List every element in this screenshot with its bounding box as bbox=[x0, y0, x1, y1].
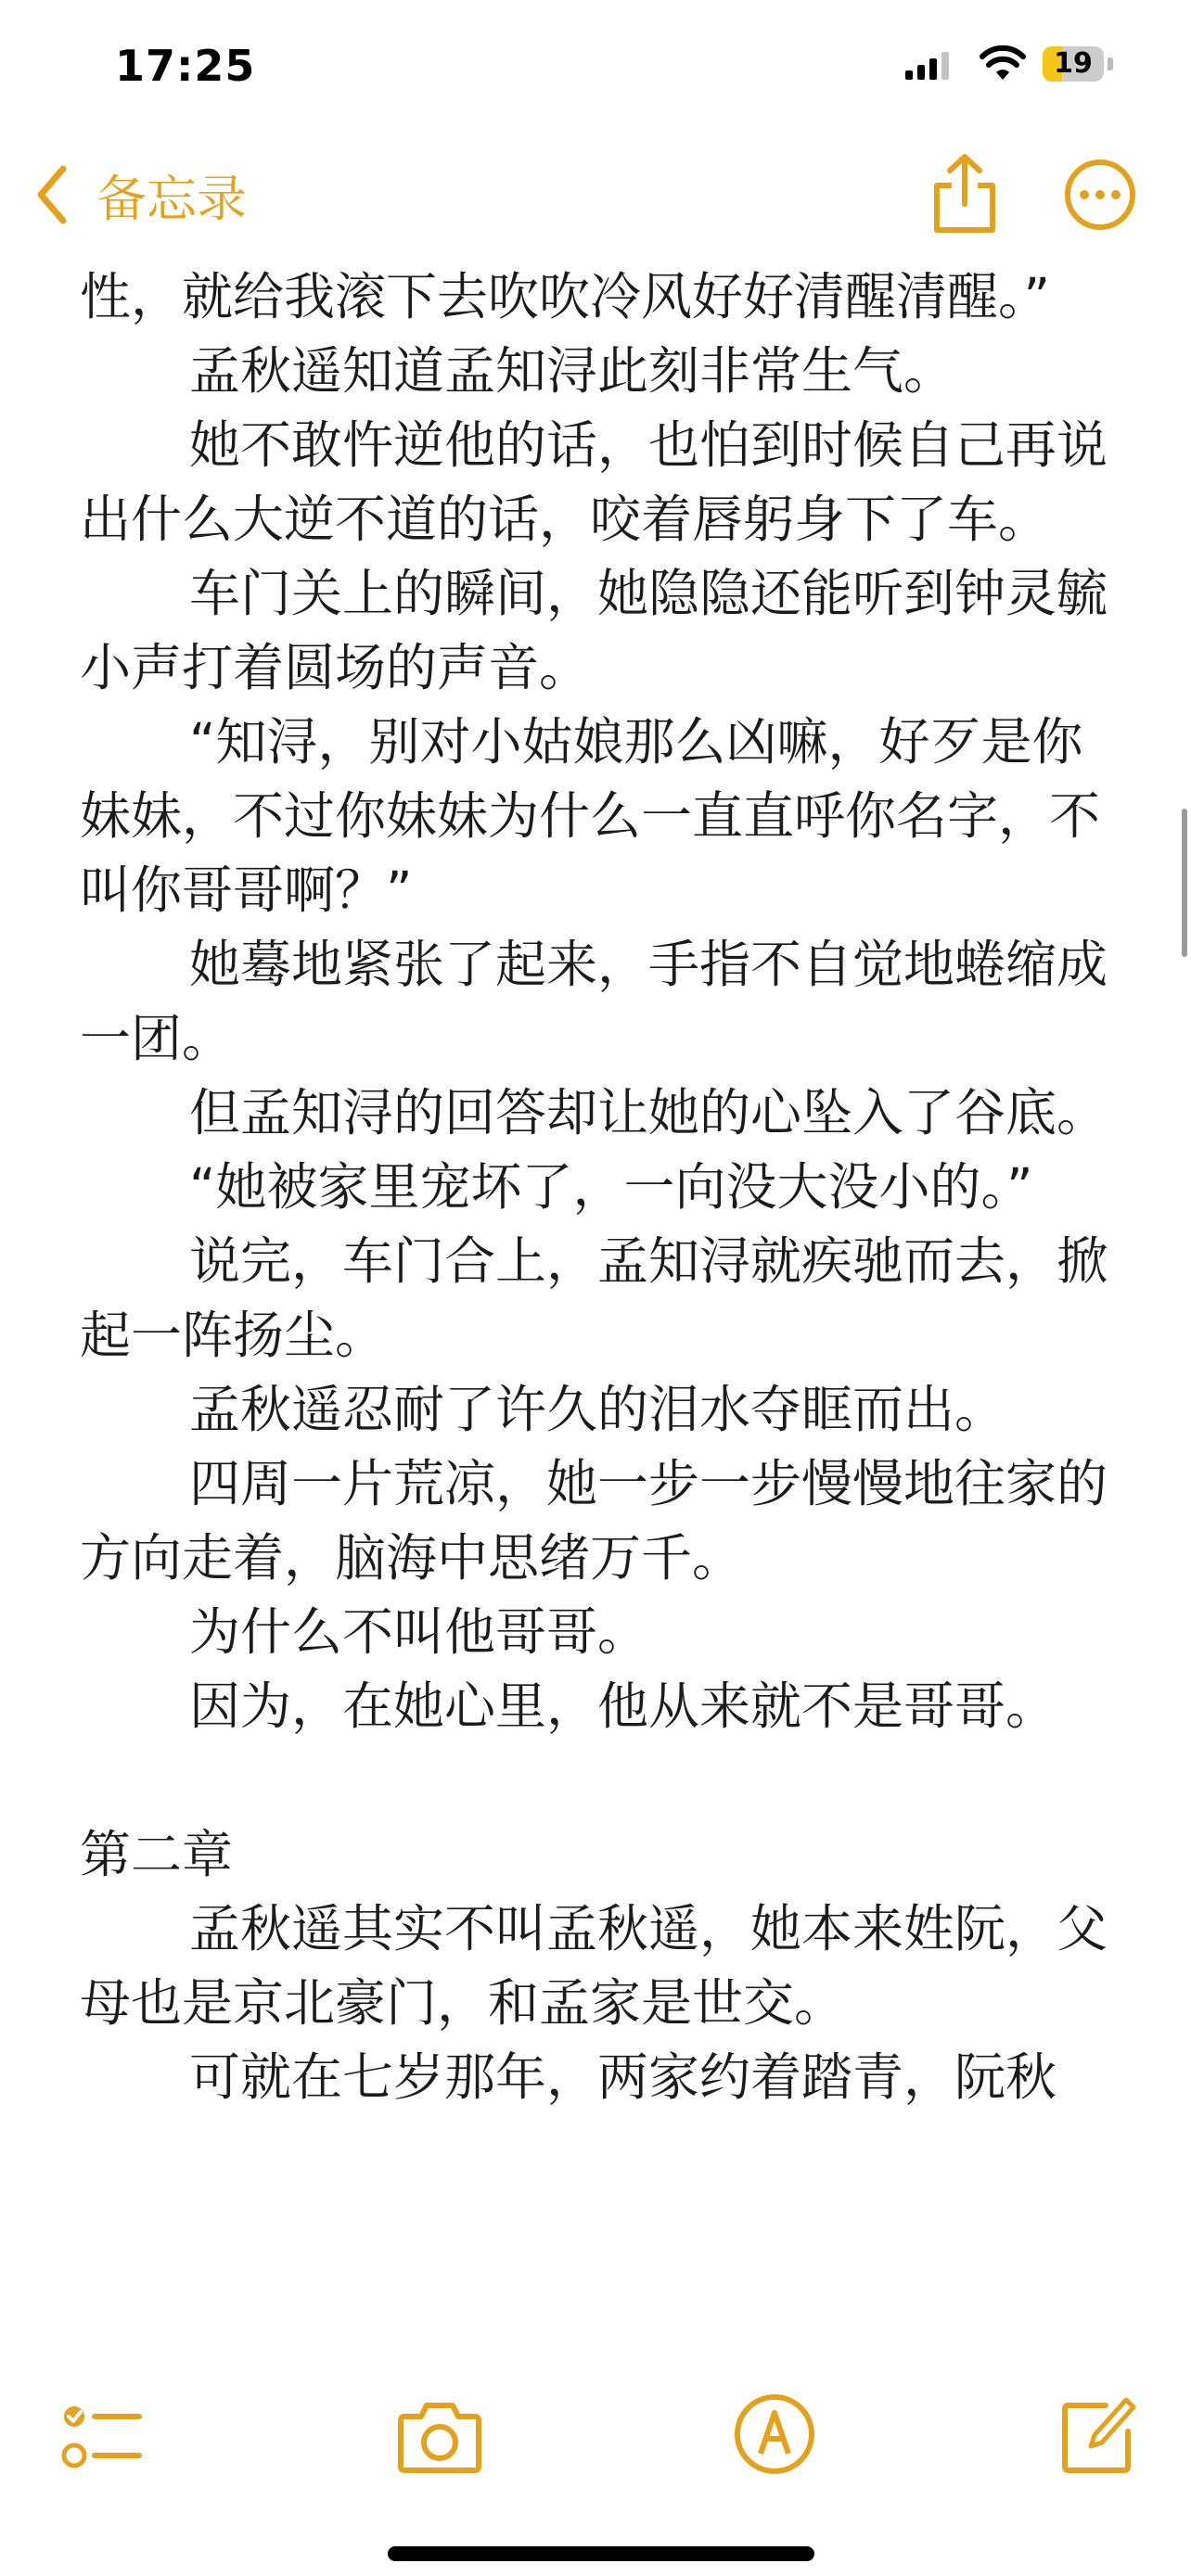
camera-icon[interactable] bbox=[397, 2396, 482, 2476]
home-indicator[interactable] bbox=[388, 2546, 814, 2561]
note-paragraph: 因为，在她心里，他从来就不是哥哥。 bbox=[189, 1677, 1057, 1736]
note-paragraph: 孟秋遥忍耐了许久的泪水夺眶而出。 bbox=[189, 1380, 1006, 1439]
note-paragraph: 说完，车门合上，孟知浔就疾驰而去，掀起一阵扬尘。 bbox=[80, 1231, 1108, 1365]
note-paragraph: 孟秋遥其实不叫孟秋遥，她本来姓阮，父母也是京北豪门，和孟家是世交。 bbox=[80, 1899, 1108, 2033]
chevron-left-icon bbox=[33, 163, 69, 226]
markup-pen-icon[interactable] bbox=[733, 2392, 816, 2476]
note-paragraph: 但孟知浔的回答却让她的心坠入了谷底。 bbox=[189, 1083, 1108, 1142]
note-paragraph: “知浔，别对小姑娘那么凶嘛，好歹是你妹妹，不过你妹妹为什么一直直呼你名字，不叫你哥哥啊？” bbox=[80, 712, 1101, 920]
scrollbar[interactable] bbox=[1182, 809, 1187, 957]
compose-icon[interactable] bbox=[1059, 2389, 1137, 2476]
note-paragraph: 四周一片荒凉，她一步一步慢慢地往家的方向走着，脑海中思绪万千。 bbox=[80, 1454, 1108, 1588]
note-paragraph: 性，就给我滚下去吹吹冷风好好清醒清醒。” bbox=[80, 267, 1050, 326]
battery-level: 19 bbox=[1054, 47, 1093, 80]
back-label: 备忘录 bbox=[96, 169, 247, 228]
chapter-heading: 第二章 bbox=[80, 1825, 234, 1884]
note-paragraph: 为什么不叫他哥哥。 bbox=[189, 1602, 649, 1662]
battery-indicator bbox=[1043, 46, 1115, 82]
status-bar bbox=[0, 0, 1191, 139]
note-paragraph: 孟秋遥知道孟知浔此刻非常生气。 bbox=[189, 341, 955, 401]
more-ellipsis-icon[interactable] bbox=[1063, 158, 1137, 232]
note-paragraph: “她被家里宠坏了，一向没大没小的。” bbox=[189, 1157, 1033, 1217]
cellular-signal-icon bbox=[905, 52, 950, 80]
share-icon[interactable] bbox=[928, 152, 1002, 236]
note-paragraph: 车门关上的瞬间，她隐隐还能听到钟灵毓小声打着圆场的声音。 bbox=[80, 564, 1108, 697]
back-button[interactable] bbox=[33, 158, 247, 232]
checklist-icon[interactable] bbox=[61, 2396, 145, 2480]
note-body[interactable] bbox=[80, 260, 1119, 2114]
nav-bar bbox=[0, 139, 1191, 260]
note-paragraph: 她不敢忤逆他的话，也怕到时候自己再说出什么大逆不道的话，咬着唇躬身下了车。 bbox=[80, 415, 1108, 549]
wifi-icon bbox=[980, 45, 1026, 82]
note-paragraph: 可就在七岁那年，两家约着踏青，阮秋 bbox=[189, 2047, 1057, 2107]
note-paragraph bbox=[80, 1743, 1119, 1817]
status-time: 17:25 bbox=[115, 41, 256, 91]
note-paragraph: 她蓦地紧张了起来，手指不自觉地蜷缩成一团。 bbox=[80, 935, 1108, 1068]
